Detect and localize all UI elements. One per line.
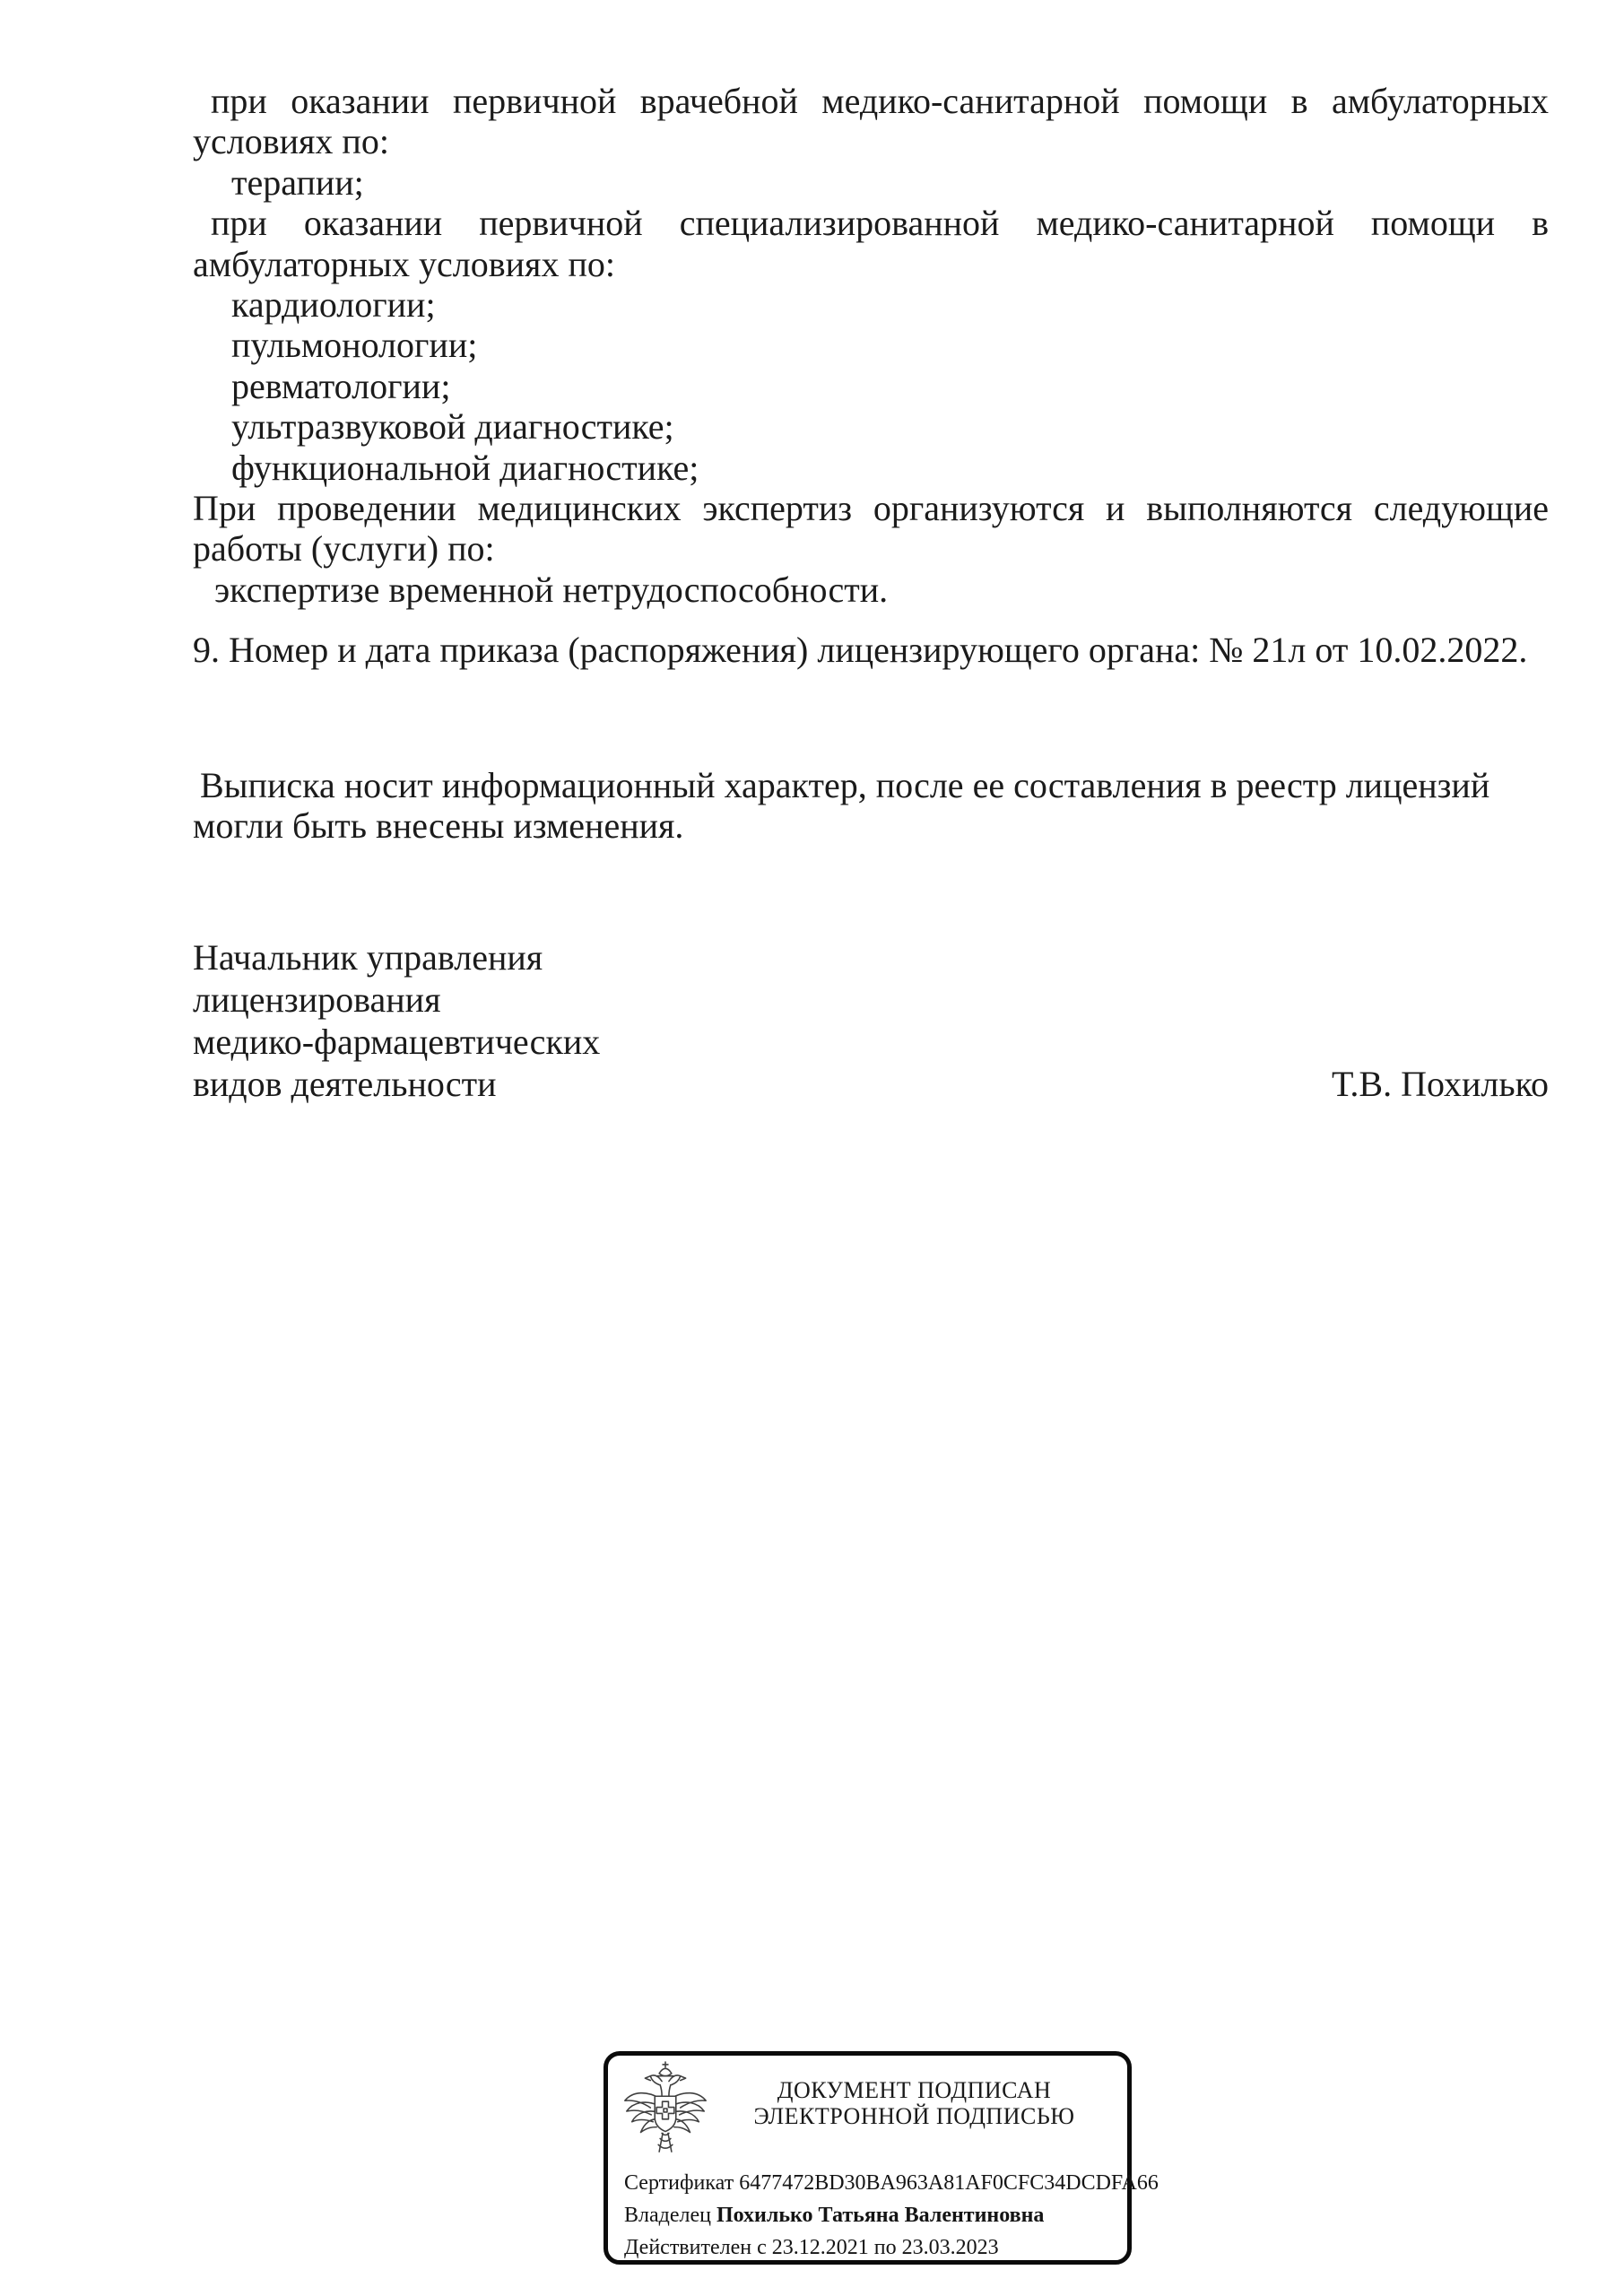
body-line: кардиологии;: [231, 284, 436, 326]
stamp-title-line: ДОКУМЕНТ ПОДПИСАН: [777, 2077, 1052, 2103]
validity-line: Действителен с 23.12.2021 по 23.03.2023: [624, 2236, 999, 2259]
body-line: ревматологии;: [231, 365, 451, 406]
body-line: условиях по:: [193, 121, 389, 162]
owner-name: Похилько Татьяна Валентиновна: [716, 2204, 1045, 2227]
signature-role-line: лицензирования: [193, 978, 441, 1020]
stamp-details: [608, 2161, 1159, 2264]
certificate-label: Сертификат: [624, 2171, 734, 2195]
certificate-number: 6477472BD30BA963A81AF0CFC34DCDFA66: [739, 2171, 1159, 2195]
note-line: Выписка носит информационный характер, после ее составления в реестр лицензий: [200, 764, 1490, 805]
stamp-title-line: ЭЛЕКТРОННОЙ ПОДПИСЬЮ: [753, 2103, 1075, 2129]
note-paragraph: [193, 765, 1549, 847]
stamp-title: [710, 2061, 1118, 2129]
body-line: экспертизе временной нетрудоспособности.: [214, 569, 889, 610]
body-line: ультразвуковой диагностике;: [231, 406, 674, 448]
stamp-header: [608, 2056, 1127, 2161]
signature-name: Т.В. Похилько: [1331, 1063, 1549, 1104]
body-line: при оказании первичной врачебной медико-санитарной помощи в амбулаторных: [211, 81, 1549, 121]
signature-role-line: Начальник управления: [193, 936, 543, 978]
body-line: пульмонологии;: [231, 325, 478, 366]
item-9-order-line: 9. Номер и дата приказа (распоряжения) лицензирующего органа: № 21л от 10.02.2022.: [193, 630, 1528, 671]
note-line: могли быть внесены изменения.: [193, 805, 684, 847]
signature-role-line: видов деятельности: [193, 1063, 497, 1104]
roszdravnadzor-eagle-emblem-icon: [621, 2061, 710, 2158]
signature-role-line: медико-фармацевтических: [193, 1021, 601, 1062]
owner-line: [624, 2199, 1116, 2231]
owner-label: Владелец: [624, 2204, 711, 2227]
body-line: амбулаторных условиях по:: [193, 243, 615, 284]
certificate-line: [624, 2167, 1159, 2199]
body-line: функциональной диагностике;: [231, 447, 699, 488]
body-line: терапии;: [231, 161, 364, 203]
body-line: при оказании первичной специализированной медико-санитарной помощи в: [211, 203, 1549, 244]
body-line: При проведении медицинских экспертиз организуются и выполняются следующие: [193, 488, 1549, 529]
license-extract-text: [193, 81, 1549, 1105]
body-line: работы (услуги) по:: [193, 528, 495, 570]
signature-block: [193, 936, 1549, 1105]
electronic-signature-stamp: [604, 2051, 1159, 2265]
